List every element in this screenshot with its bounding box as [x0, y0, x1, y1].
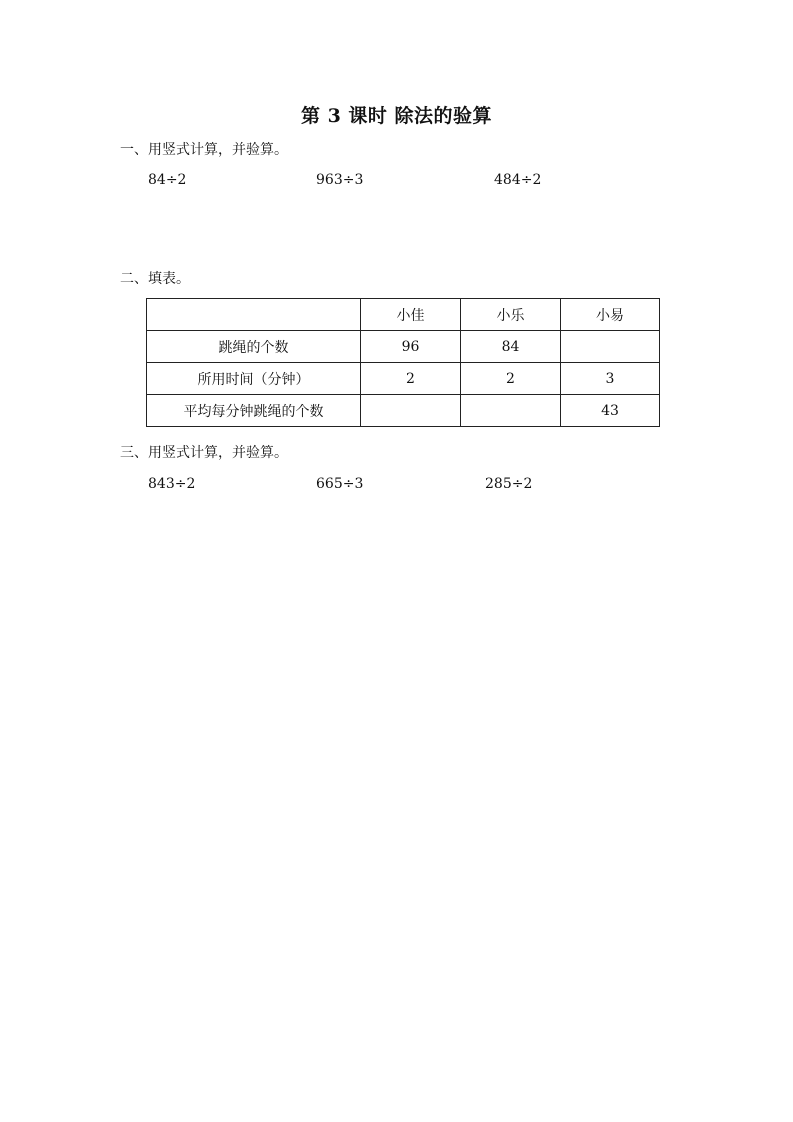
- table-cell: 3: [561, 363, 660, 395]
- section-3-heading: 三、用竖式计算，并验算。: [120, 445, 288, 461]
- table-header-cell: 小乐: [461, 299, 561, 331]
- section-2-heading: 二、填表。: [120, 271, 190, 287]
- table-cell: 96: [361, 331, 461, 363]
- table-cell: 43: [561, 395, 660, 427]
- table-header-cell: 小佳: [361, 299, 461, 331]
- fill-in-table: [146, 298, 660, 427]
- table-cell: 2: [361, 363, 461, 395]
- table-row-label: 所用时间（分钟）: [147, 363, 361, 395]
- table-header-row: [147, 299, 660, 331]
- table-cell: [361, 395, 461, 427]
- problem-3-2: 665÷3: [316, 476, 364, 492]
- section-1-heading: 一、用竖式计算，并验算。: [120, 142, 288, 158]
- table-header-cell: [147, 299, 361, 331]
- table-cell: 84: [461, 331, 561, 363]
- page-title: 第 3 课时 除法的验算: [300, 105, 493, 127]
- problem-1-1: 84÷2: [148, 172, 187, 188]
- table-cell: 2: [461, 363, 561, 395]
- table-row-label: 跳绳的个数: [147, 331, 361, 363]
- table-row: [147, 363, 660, 395]
- problem-1-3: 484÷2: [494, 172, 542, 188]
- problem-3-1: 843÷2: [148, 476, 196, 492]
- table-cell: [561, 331, 660, 363]
- table-row: [147, 331, 660, 363]
- table-row: [147, 395, 660, 427]
- table-row-label: 平均每分钟跳绳的个数: [147, 395, 361, 427]
- problem-3-3: 285÷2: [485, 476, 533, 492]
- table-header-cell: 小易: [561, 299, 660, 331]
- problem-1-2: 963÷3: [316, 172, 364, 188]
- table-cell: [461, 395, 561, 427]
